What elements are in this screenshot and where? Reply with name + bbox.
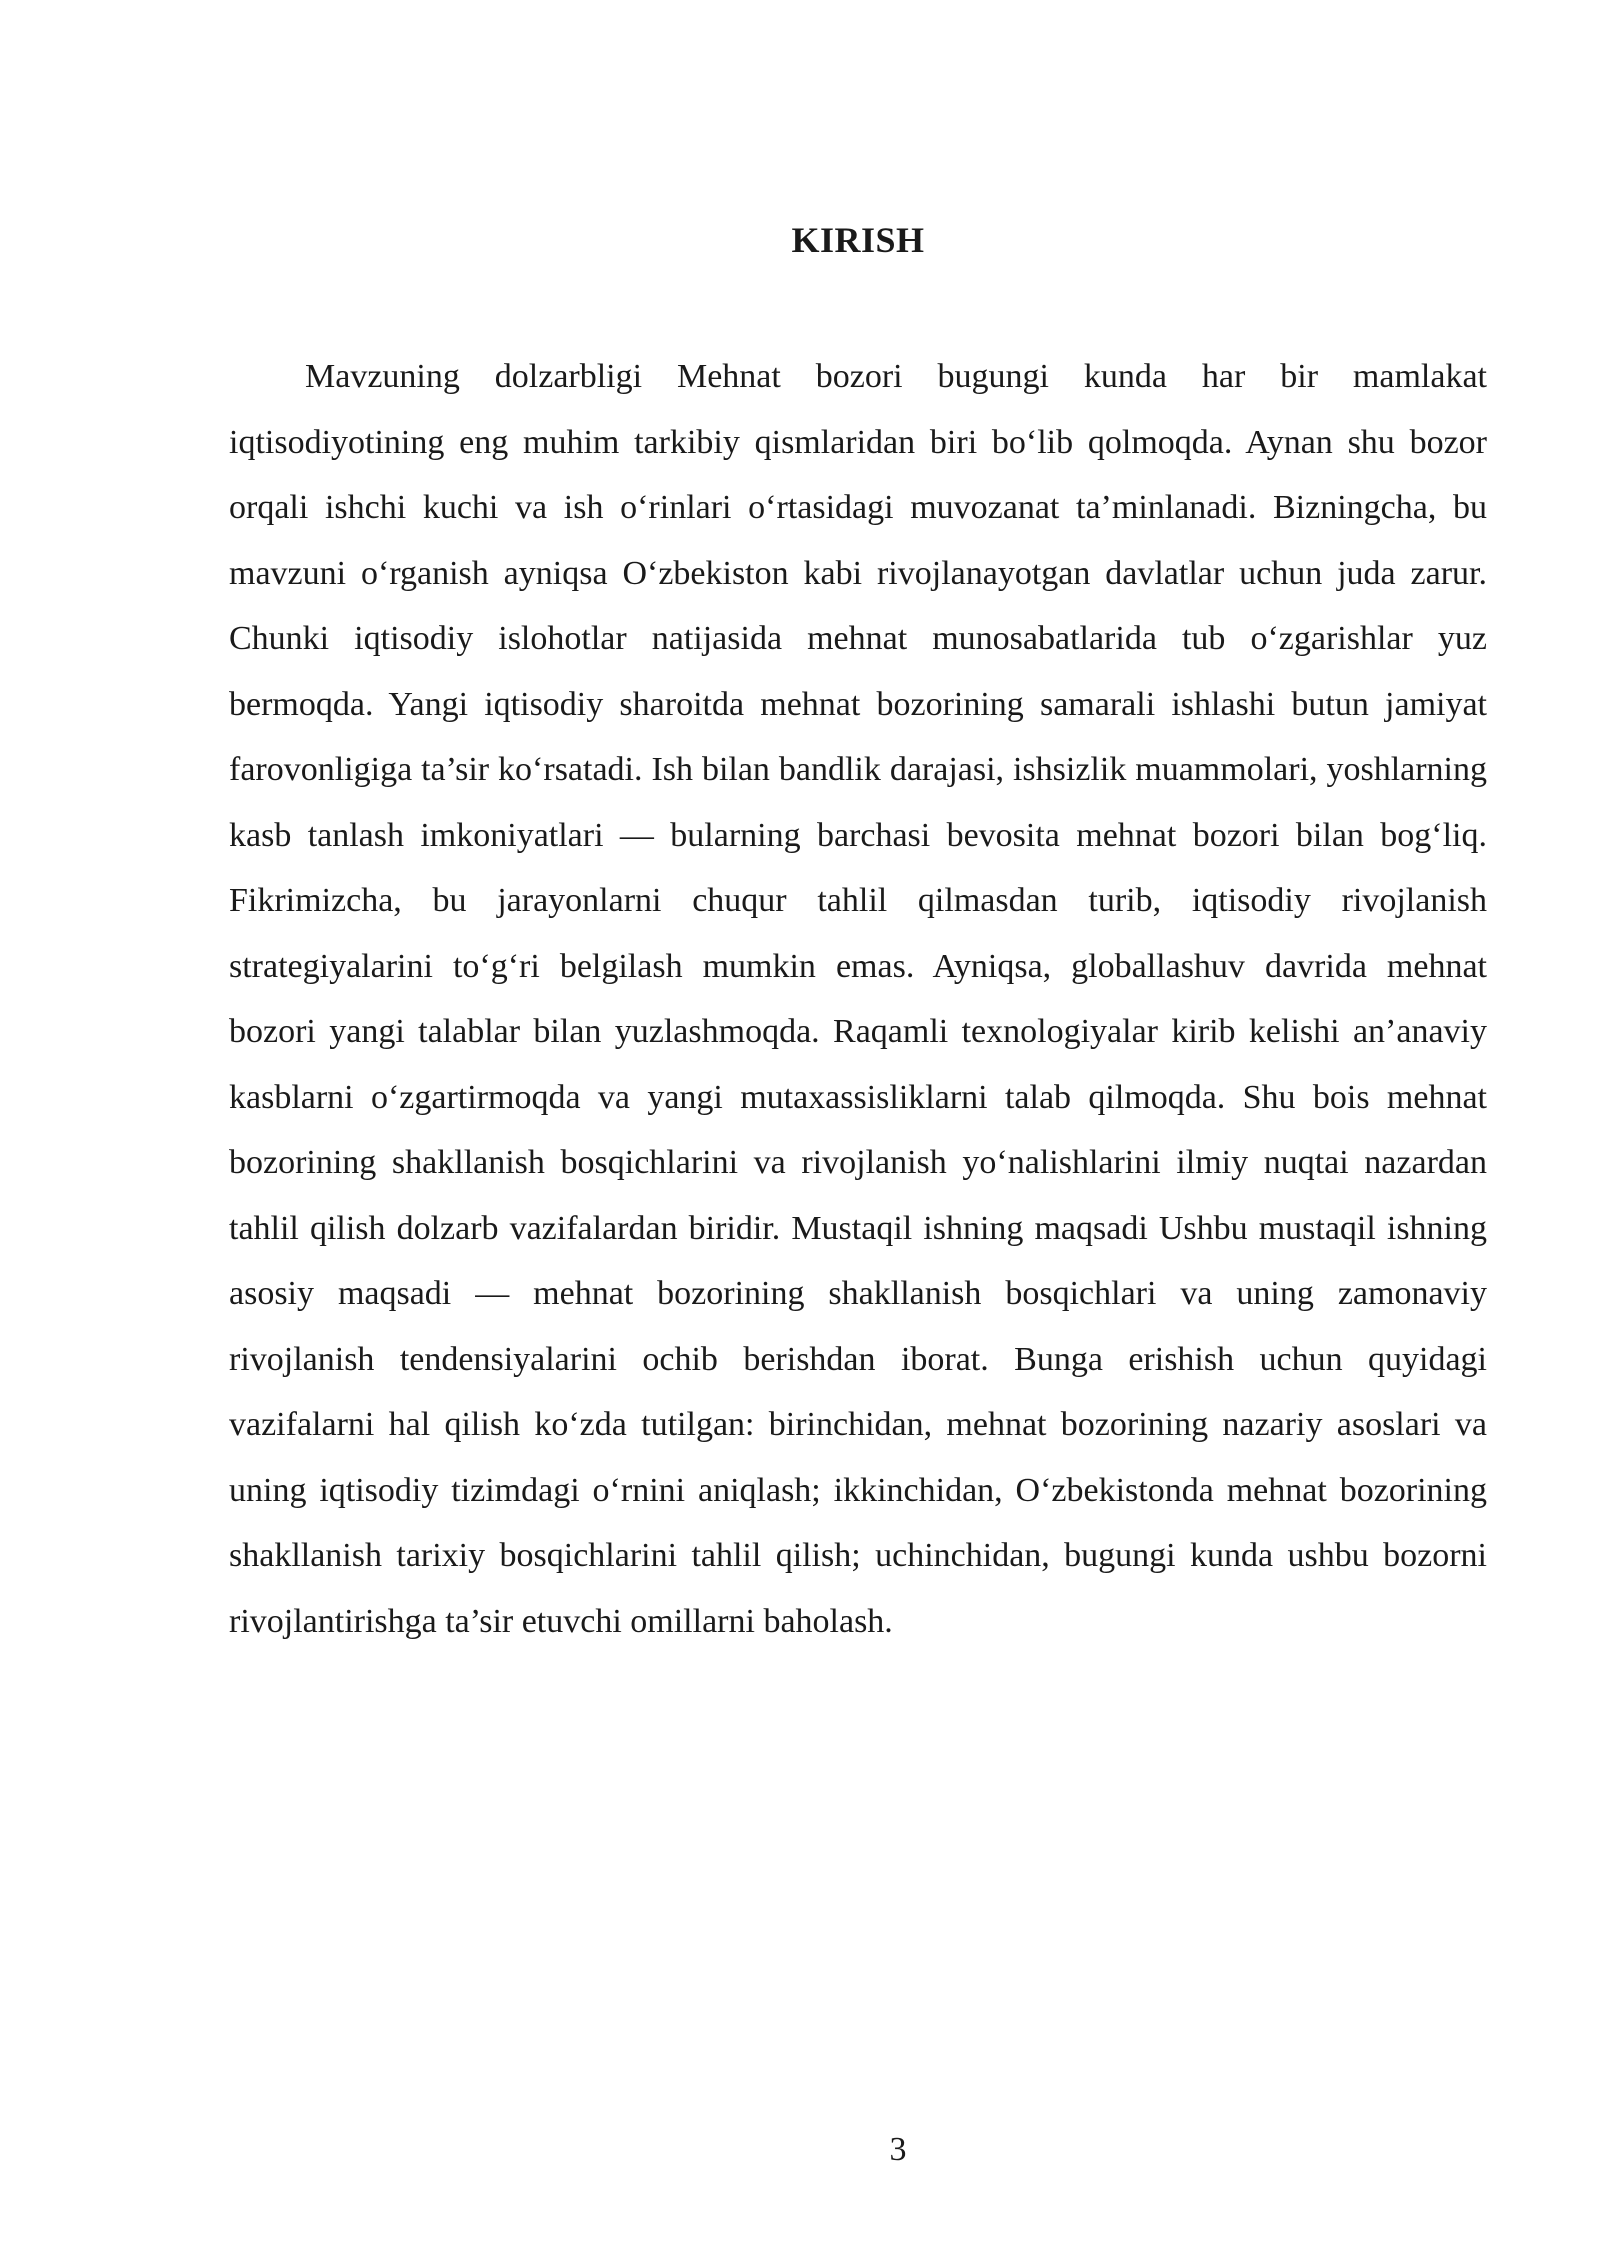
section-heading: KIRISH	[791, 220, 925, 260]
page-number: 3	[889, 2131, 907, 2168]
body-paragraph: Mavzuning dolzarbligi Mehnat bozori bugungi kunda har bir mamlakat iqtisodiyotining eng muhim tarkibiy qismlaridan biri bo‘lib qolmoqda. Aynan shu bozor orqali ishchi kuchi va ish o‘rinlari o‘rtasidagi muvozanat ta’minlanadi. Bizningcha, bu mavzuni o‘rganish ayniqsa O‘zbekiston kabi rivojlanayotgan davlatlar uchun juda zarur. Chunki iqtisodiy islohotlar natijasida mehnat munosabatlarida tub o‘zgarishlar yuz bermoqda. Yangi iqtisodiy sharoitda mehnat bozorining samarali ishlashi butun jamiyat farovonligiga ta’sir ko‘rsatadi. Ish bilan bandlik darajasi, ishsizlik muammolari, yoshlarning kasb tanlash imkoniyatlari — bularning barchasi bevosita mehnat bozori bilan bog‘liq. Fikrimizcha, bu jarayonlarni chuqur tahlil qilmasdan turib, iqtisodiy rivojlanish strategiyalarini to‘g‘ri belgilash mumkin emas. Ayniqsa, globallashuv davrida mehnat bozori yangi talablar bilan yuzlashmoqda. Raqamli texnologiyalar kirib kelishi an’anaviy kasblarni o‘zgartirmoqda va yangi mutaxassisliklarni talab qilmoqda. Shu bois mehnat bozorining shakllanish bosqichlarini va rivojlanish yo‘nalishlarini ilmiy nuqtai nazardan tahlil qilish dolzarb vazifalardan biridir. Mustaqil ishning maqsadi Ushbu mustaqil ishning asosiy maqsadi — mehnat bozorining shakllanish bosqichlari va uning zamonaviy rivojlanish tendensiyalarini ochib berishdan iborat. Bunga erishish uchun quyidagi vazifalarni hal qilish ko‘zda tutilgan: birinchidan, mehnat bozorining nazariy asoslari va uning iqtisodiy tizimdagi o‘rnini aniqlash; ikkinchidan, O‘zbekistonda mehnat bozorining shakllanish tarixiy bosqichlarini tahlil qilish; uchinchidan, bugungi kunda ushbu bozorni rivojlantirishga ta’sir etuvchi omillarni baholash.	[229, 358, 1487, 1640]
